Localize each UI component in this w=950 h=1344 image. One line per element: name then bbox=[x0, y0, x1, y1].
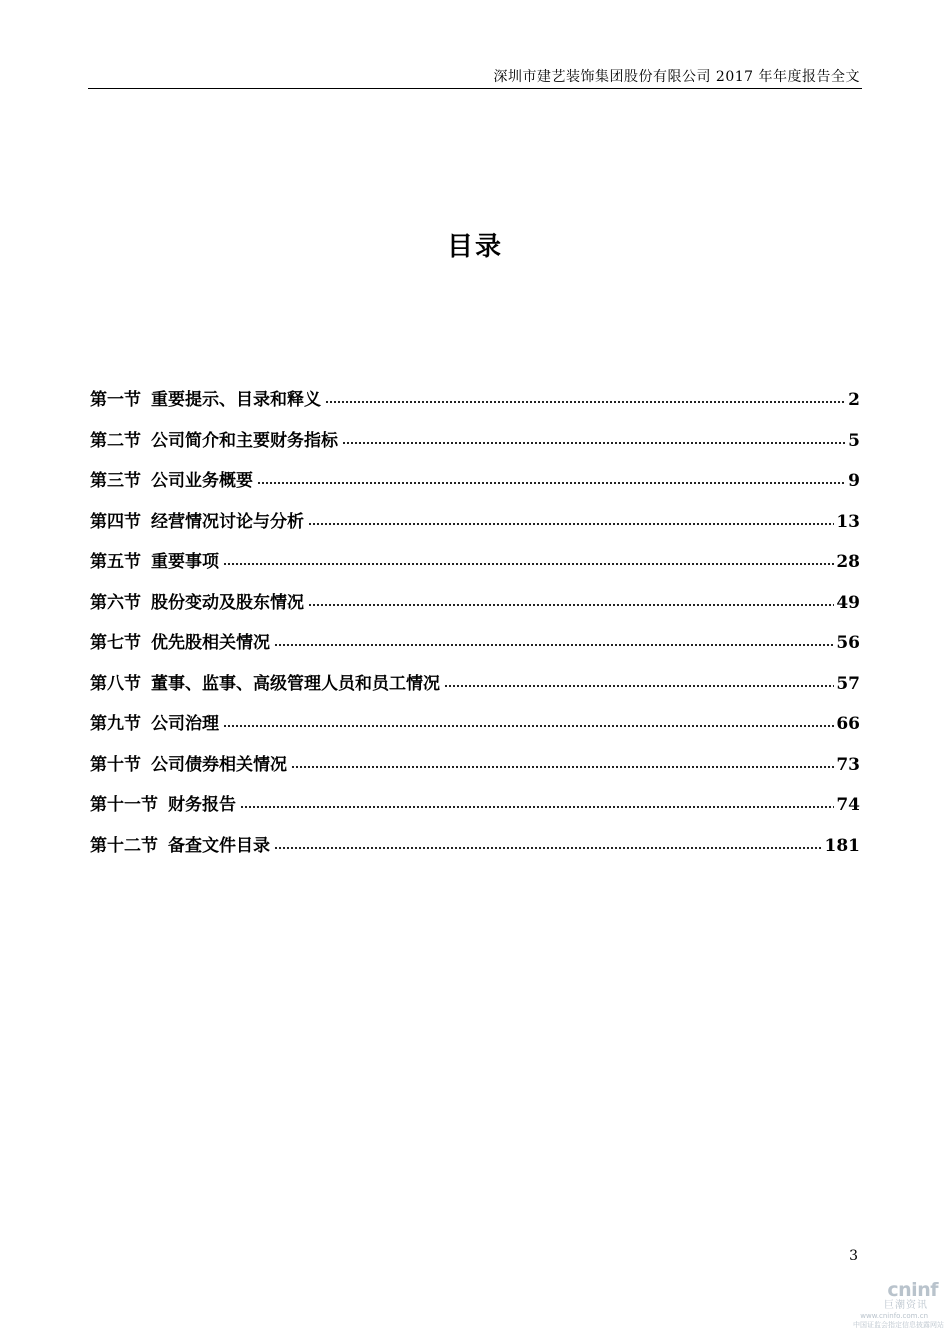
watermark-org: 中国证监会指定信息披露网站 bbox=[853, 1321, 944, 1329]
toc-page-number: 9 bbox=[848, 471, 860, 491]
toc-section-number: 第三节 bbox=[90, 471, 141, 491]
toc-entry[interactable] bbox=[90, 669, 860, 710]
watermark-url: www.cninfo.com.cn bbox=[860, 1312, 928, 1320]
toc-page-number: 66 bbox=[836, 714, 860, 734]
toc-entry[interactable] bbox=[90, 426, 860, 467]
toc-section-number: 第十二节 bbox=[90, 835, 158, 856]
dot-leader bbox=[342, 441, 846, 445]
page-number: 3 bbox=[849, 1248, 858, 1264]
toc-section-number: 第六节 bbox=[90, 592, 141, 613]
toc-section-number: 第十一节 bbox=[90, 795, 158, 815]
dot-leader bbox=[308, 522, 834, 526]
toc-section-title: 备查文件目录 bbox=[168, 835, 270, 856]
toc-page-number: 73 bbox=[836, 754, 860, 775]
toc-section-title: 经营情况讨论与分析 bbox=[151, 511, 304, 532]
dot-leader bbox=[325, 400, 846, 404]
toc-section-title: 董事、监事、高级管理人员和员工情况 bbox=[151, 673, 440, 694]
toc-entry[interactable] bbox=[90, 507, 860, 548]
toc-section-number: 第十节 bbox=[90, 754, 141, 775]
toc-list bbox=[90, 385, 860, 871]
toc-page-number: 57 bbox=[836, 673, 860, 694]
dot-leader bbox=[274, 643, 834, 647]
toc-entry[interactable] bbox=[90, 628, 860, 669]
toc-page-number: 5 bbox=[848, 430, 860, 451]
toc-section-number: 第七节 bbox=[90, 633, 141, 653]
dot-leader bbox=[223, 724, 834, 728]
dot-leader bbox=[240, 805, 834, 809]
dot-leader bbox=[308, 603, 834, 607]
dot-leader bbox=[291, 765, 834, 769]
running-header: 深圳市建艺装饰集团股份有限公司 2017 年年度报告全文 bbox=[493, 69, 860, 85]
toc-entry[interactable] bbox=[90, 547, 860, 588]
toc-entry[interactable] bbox=[90, 588, 860, 629]
toc-section-number: 第五节 bbox=[90, 552, 141, 572]
toc-section-title: 财务报告 bbox=[168, 795, 236, 815]
cninfo-watermark bbox=[836, 1280, 946, 1340]
toc-section-title: 优先股相关情况 bbox=[151, 633, 270, 653]
dot-leader bbox=[257, 481, 846, 485]
toc-page-number: 2 bbox=[848, 390, 860, 410]
dot-leader bbox=[444, 684, 834, 688]
toc-page-number: 56 bbox=[836, 633, 860, 653]
toc-title: 目录 bbox=[446, 232, 503, 262]
toc-section-number: 第八节 bbox=[90, 673, 141, 694]
toc-section-number: 第二节 bbox=[90, 430, 141, 451]
toc-section-title: 重要提示、目录和释义 bbox=[151, 390, 321, 410]
toc-page-number: 28 bbox=[836, 552, 860, 572]
toc-section-title: 公司债券相关情况 bbox=[151, 754, 287, 775]
toc-page-number: 74 bbox=[836, 795, 860, 815]
toc-section-title: 公司简介和主要财务指标 bbox=[151, 430, 338, 451]
toc-entry[interactable] bbox=[90, 831, 860, 872]
toc-section-title: 重要事项 bbox=[151, 552, 219, 572]
toc-section-number: 第四节 bbox=[90, 511, 141, 532]
toc-section-title: 股份变动及股东情况 bbox=[151, 592, 304, 613]
dot-leader bbox=[274, 846, 823, 850]
watermark-brand: cninf bbox=[887, 1279, 938, 1301]
toc-page-number: 49 bbox=[836, 592, 860, 613]
toc-section-title: 公司业务概要 bbox=[151, 471, 253, 491]
toc-section-title: 公司治理 bbox=[151, 714, 219, 734]
toc-entry[interactable] bbox=[90, 750, 860, 791]
toc-section-number: 第九节 bbox=[90, 714, 141, 734]
header-rule bbox=[88, 88, 862, 89]
toc-entry[interactable] bbox=[90, 385, 860, 426]
toc-page-number: 181 bbox=[824, 835, 860, 856]
toc-page-number: 13 bbox=[836, 511, 860, 532]
toc-section-number: 第一节 bbox=[90, 390, 141, 410]
toc-entry[interactable] bbox=[90, 709, 860, 750]
dot-leader bbox=[223, 562, 834, 566]
toc-entry[interactable] bbox=[90, 466, 860, 507]
watermark-subtitle: 巨潮资讯 bbox=[884, 1300, 928, 1311]
toc-entry[interactable] bbox=[90, 790, 860, 831]
